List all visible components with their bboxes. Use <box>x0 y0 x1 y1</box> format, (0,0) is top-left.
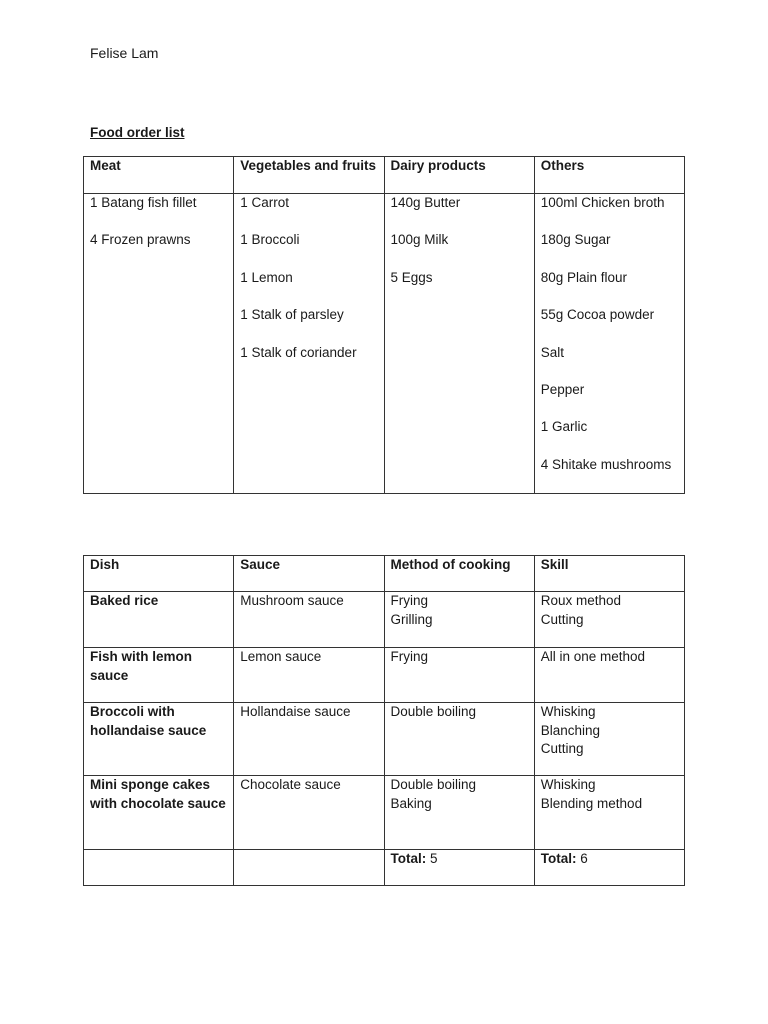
dish-methods <box>384 703 534 776</box>
dish-sauce: Chocolate sauce <box>234 776 384 850</box>
dish-skills <box>534 776 684 850</box>
dish-row <box>84 703 685 776</box>
dish-name: Fish with lemon sauce <box>84 648 234 703</box>
other-item: 1 Garlic <box>540 419 588 435</box>
other-item: 100ml Chicken broth <box>540 195 665 210</box>
other-item: 55g Cocoa powder <box>540 307 655 323</box>
header-meat: Meat <box>84 157 234 194</box>
header-vegetables-and-fruits: Vegetables and fruits <box>234 157 384 194</box>
empty-cell <box>234 850 384 886</box>
method-item: Frying <box>390 649 429 664</box>
skill-item: Whisking <box>540 704 596 719</box>
other-item: 80g Plain flour <box>540 269 628 285</box>
dish-sauce: Hollandaise sauce <box>234 703 384 776</box>
vegetable-item: 1 Stalk of parsley <box>240 307 344 323</box>
method-item: Baking <box>390 795 432 811</box>
total-label: Total: <box>540 851 577 866</box>
author-name: Felise Lam <box>90 45 159 61</box>
dish-methods <box>384 592 534 648</box>
method-item: Frying <box>390 593 429 608</box>
vegetable-item: 1 Carrot <box>240 195 290 210</box>
dish-name: Baked rice <box>84 592 234 648</box>
other-item: Salt <box>540 344 565 360</box>
skills-total-cell <box>534 850 684 886</box>
meat-item: 4 Frozen prawns <box>90 232 191 248</box>
skills-total-value: 6 <box>580 851 588 866</box>
skill-item: All in one method <box>540 649 646 664</box>
dish-row <box>84 592 685 648</box>
dish-row <box>84 648 685 703</box>
dish-methods <box>384 776 534 850</box>
empty-cell <box>84 850 234 886</box>
total-label: Total: <box>390 851 427 866</box>
meat-column <box>84 194 234 494</box>
methods-total-cell <box>384 850 534 886</box>
food-order-table <box>83 156 685 494</box>
dish-table <box>83 555 685 886</box>
dairy-item: 100g Milk <box>390 232 449 248</box>
dish-name: Mini sponge cakes with chocolate sauce <box>84 776 234 850</box>
vegetables-column <box>234 194 384 494</box>
skill-item: Blanching <box>540 722 601 738</box>
vegetable-item: 1 Broccoli <box>240 232 300 248</box>
other-item: 180g Sugar <box>540 232 611 248</box>
dairy-item: 140g Butter <box>390 195 461 210</box>
dish-skills <box>534 648 684 703</box>
header-dairy-products: Dairy products <box>384 157 534 194</box>
header-dish: Dish <box>84 556 234 592</box>
dairy-item: 5 Eggs <box>390 269 433 285</box>
skill-item: Blending method <box>540 795 643 811</box>
skill-item: Whisking <box>540 777 596 792</box>
header-others: Others <box>534 157 684 194</box>
other-item: Pepper <box>540 381 585 397</box>
others-column <box>534 194 684 494</box>
dish-sauce: Mushroom sauce <box>234 592 384 648</box>
vegetable-item: 1 Stalk of coriander <box>240 344 357 360</box>
skill-item: Cutting <box>540 611 584 627</box>
dairy-column <box>384 194 534 494</box>
dish-header-row <box>84 556 685 592</box>
header-sauce: Sauce <box>234 556 384 592</box>
food-order-header-row <box>84 157 685 194</box>
header-skill: Skill <box>534 556 684 592</box>
header-method-of-cooking: Method of cooking <box>384 556 534 592</box>
other-item: 4 Shitake mushrooms <box>540 456 672 472</box>
food-order-items-row <box>84 194 685 494</box>
dish-row <box>84 776 685 850</box>
vegetable-item: 1 Lemon <box>240 269 293 285</box>
dish-sauce: Lemon sauce <box>234 648 384 703</box>
meat-item: 1 Batang fish fillet <box>90 195 197 210</box>
page-heading: Food order list <box>90 125 185 140</box>
dish-skills <box>534 703 684 776</box>
skill-item: Roux method <box>540 593 622 608</box>
method-item: Double boiling <box>390 704 477 719</box>
dish-methods <box>384 648 534 703</box>
totals-row <box>84 850 685 886</box>
dish-name: Broccoli with hollandaise sauce <box>84 703 234 776</box>
methods-total-value: 5 <box>430 851 438 866</box>
method-item: Double boiling <box>390 777 477 792</box>
method-item: Grilling <box>390 611 433 627</box>
skill-item: Cutting <box>540 741 584 757</box>
dish-skills <box>534 592 684 648</box>
